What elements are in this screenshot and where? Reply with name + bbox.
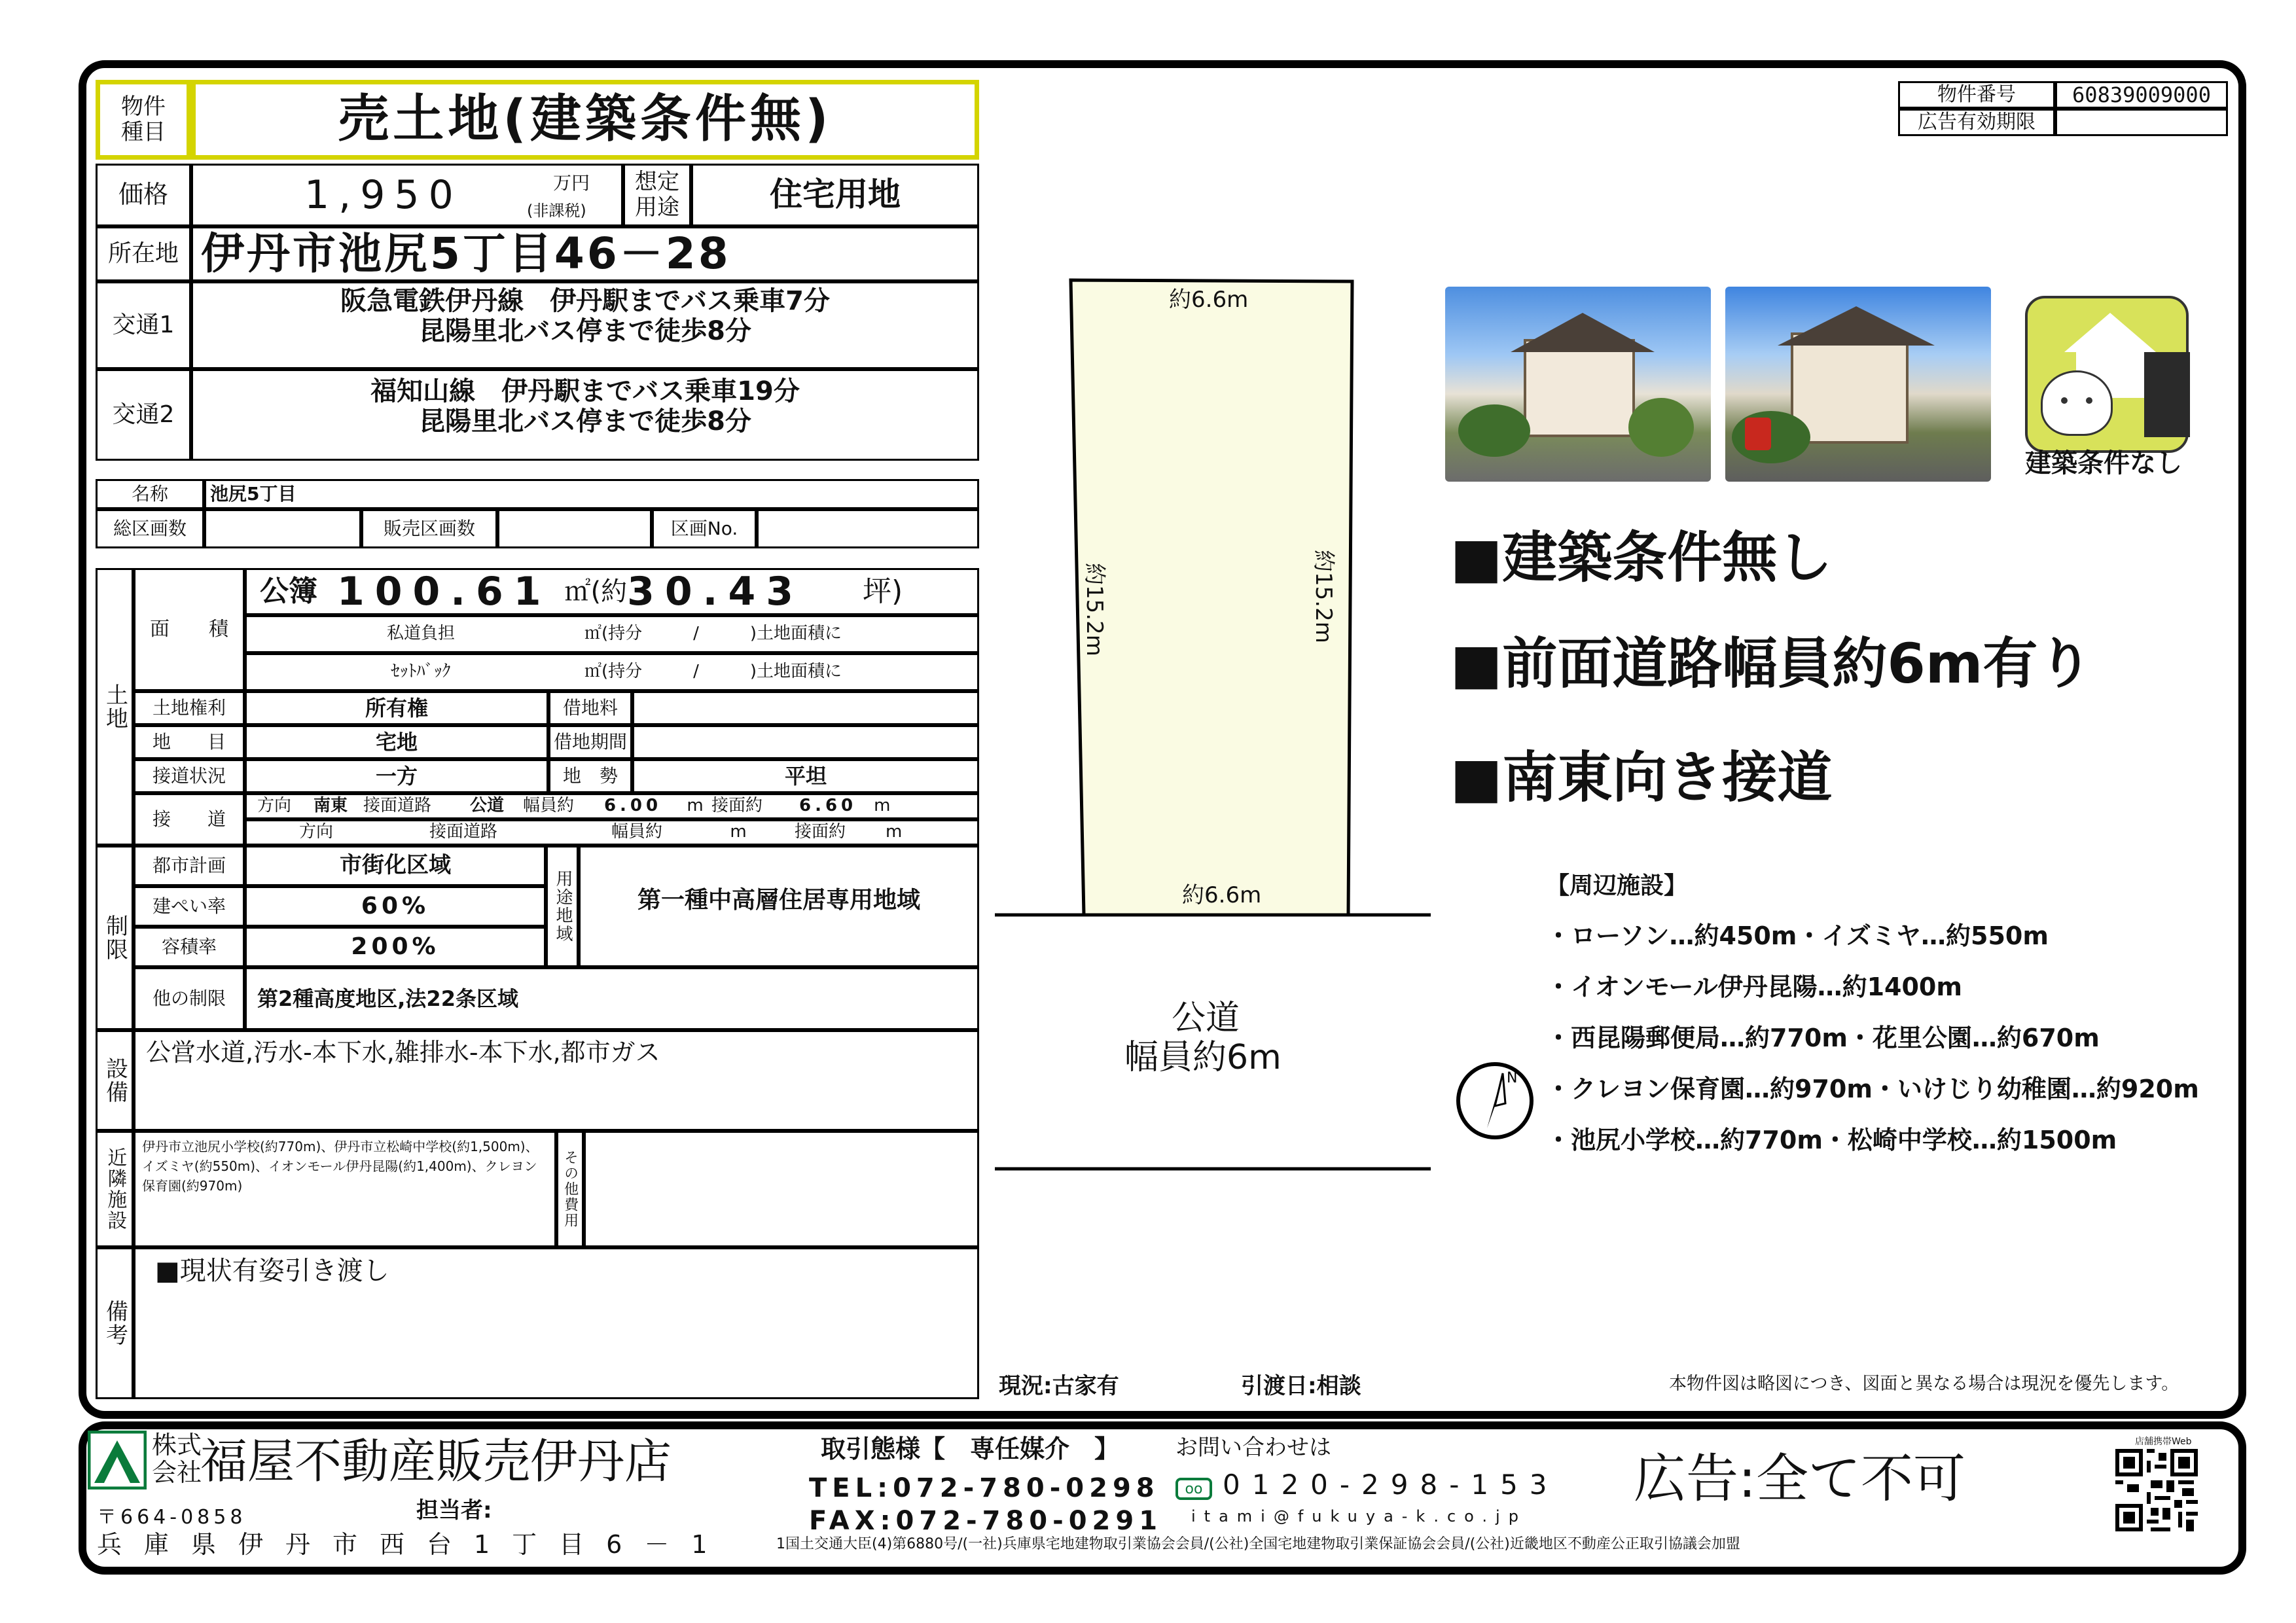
price-unit: 万円	[553, 172, 590, 194]
road2-face-unit: m	[886, 822, 903, 842]
road1-road: 公道	[470, 796, 505, 816]
nearby-value	[134, 1131, 556, 1247]
area-value: 100.61	[337, 568, 552, 615]
surroundings-item-3: ・西昆陽郵便局…約770m・花里公園…約670m	[1546, 1024, 2100, 1052]
fax-number: FAX:072-780-0291	[809, 1506, 1163, 1536]
svg-text:N: N	[1507, 1070, 1518, 1086]
land-right-value	[245, 691, 548, 725]
road2-dir-label: 方向	[298, 822, 333, 842]
use-label	[623, 164, 691, 226]
area-label-text: 面 積	[150, 617, 228, 641]
postal-code: 〒664-0858	[97, 1506, 247, 1529]
other-restrictions-label	[134, 967, 245, 1030]
property-no-label	[1898, 81, 2055, 109]
remarks-value-text: ■現状有姿引き渡し	[155, 1256, 389, 1286]
transport-2-value	[191, 369, 979, 461]
surroundings-item-2: ・イオンモール伊丹昆陽…約1400m	[1546, 972, 1962, 1001]
land-right-label	[134, 691, 245, 725]
far-value-text: 200%	[351, 933, 440, 961]
use-value-text: 住宅用地	[770, 175, 901, 214]
other-cost-label-text: その他費用	[562, 1150, 579, 1228]
road2-face-label: 接面約	[794, 822, 846, 842]
land-right-label-text: 土地権利	[152, 696, 226, 719]
disclaimer: 本物件図は略図につき、図面と異なる場合は現況を優先します。	[1669, 1374, 2179, 1394]
city-plan-value	[245, 846, 546, 886]
road2-road-label: 接面道路	[429, 822, 497, 842]
city-plan-label	[134, 846, 245, 886]
property-no-value-text: 60839009000	[2072, 82, 2211, 107]
coverage-value	[245, 886, 546, 927]
north-compass-icon	[1454, 1060, 1535, 1141]
facilities-label	[96, 1030, 134, 1131]
area-official: 公簿	[260, 574, 317, 608]
type-label-text: 物件種目	[121, 93, 166, 145]
staff-label: 担当者:	[416, 1497, 492, 1524]
land-section-label-text: 土地	[101, 683, 128, 730]
inquiry-label: お問い合わせは	[1175, 1435, 1331, 1461]
lot-no-value	[757, 509, 979, 548]
other-restrictions-label-text: 他の制限	[152, 987, 226, 1009]
ad-valid-label-text: 広告有効期限	[1918, 110, 2036, 134]
land-right-value-text: 所有権	[365, 695, 428, 721]
type-value-text: 売土地(建築条件無)	[338, 90, 833, 149]
coverage-label	[134, 886, 245, 927]
lease-label	[548, 725, 632, 759]
other-restrictions-value-text: 第2種高度地区,法22条区域	[257, 986, 518, 1011]
area-tsubo: 30.43	[627, 568, 804, 615]
coverage-value-text: 60%	[361, 893, 430, 920]
terrain-label-text: 地 勢	[562, 764, 618, 787]
sale-lots-label	[361, 509, 497, 548]
highlight-1: ■建築条件無し	[1450, 526, 1833, 590]
road1-width-unit: m	[687, 796, 704, 816]
property-no-label-text: 物件番号	[1937, 82, 2016, 106]
setback-label: ｾｯﾄﾊﾞｯｸ	[391, 662, 451, 682]
access-label	[134, 759, 245, 793]
sale-lots-value	[497, 509, 652, 548]
private-road-share: ㎡(持分 / )土地面積に	[584, 624, 842, 644]
city-plan-label-text: 都市計画	[152, 854, 226, 876]
qr-label: 店舗携帯Web	[2135, 1436, 2192, 1447]
lot-left-dim: 約15.2m	[1081, 563, 1107, 656]
road1-dir: 南東	[314, 796, 348, 816]
transport-1-line2: 昆陽里北バス停まで徒歩8分	[419, 316, 751, 346]
deal-type: 取引態様【 専任媒介 】	[821, 1435, 1120, 1463]
access-value-text: 一方	[375, 763, 418, 789]
transport-2-line1: 福知山線 伊丹駅までバス乗車19分	[370, 376, 800, 406]
zone-value	[579, 846, 979, 967]
highlight-2: ■前面道路幅員約6m有り	[1450, 632, 2093, 696]
company-prefix: 株式会社	[152, 1431, 202, 1487]
lot-right-dim: 約15.2m	[1310, 550, 1336, 643]
road1-row	[245, 793, 979, 819]
surroundings-item-1: ・ローソン…約450m・イズミヤ…約550m	[1546, 921, 2049, 950]
use-value	[691, 164, 979, 226]
lot-no-label-text: 区画No.	[670, 517, 738, 539]
other-cost-value	[584, 1131, 979, 1247]
setback-cell	[245, 653, 979, 691]
price-label-text: 価格	[118, 180, 168, 209]
cat-mascot-icon	[2041, 370, 2113, 436]
surroundings-title: 【周辺施設】	[1546, 872, 1688, 899]
sale-lots-label-text: 販売区画数	[383, 517, 475, 539]
house-outline-icon	[2064, 313, 2156, 352]
remarks-value	[134, 1247, 979, 1399]
lot-no-label	[652, 509, 757, 548]
road1-width-label: 幅員約	[523, 796, 575, 816]
far-label-text: 容積率	[161, 935, 217, 957]
far-value	[245, 927, 546, 967]
land-category-value	[245, 725, 548, 759]
freedial-number: 0120-298-153	[1223, 1469, 1559, 1501]
price-tax: (非課税)	[527, 202, 586, 220]
road-label	[134, 793, 245, 846]
current-status: 現況:古家有	[999, 1373, 1119, 1399]
total-lots-label	[96, 509, 204, 548]
surroundings-item-4: ・クレヨン保育園…約970m・いけじり幼稚園…約920m	[1546, 1075, 2199, 1103]
land-category-label-text: 地 目	[152, 730, 226, 753]
type-label	[96, 80, 191, 160]
road2-row	[245, 819, 979, 846]
price-value-cell	[191, 164, 623, 226]
zone-label-text: 用途地域	[552, 870, 573, 943]
road1-road-label: 接面道路	[363, 796, 432, 816]
setback-share: ㎡(持分 / )土地面積に	[584, 662, 842, 682]
zone-value-text: 第一種中高層住居専用地域	[637, 887, 920, 914]
other-restrictions-value	[245, 967, 979, 1030]
email-address: itami@fukuya-k.co.jp	[1191, 1507, 1527, 1525]
lot-top-dim: 約6.6m	[1169, 287, 1249, 313]
transport-1-label-text: 交通1	[112, 312, 175, 339]
transport-2-line2: 昆陽里北バス停まで徒歩8分	[419, 406, 751, 437]
ad-valid-value	[2055, 109, 2228, 136]
land-category-label	[134, 725, 245, 759]
road1-face-unit: m	[874, 796, 891, 816]
price-label	[96, 164, 191, 226]
road-label-text: 接 道	[152, 808, 226, 830]
qr-code-icon[interactable]	[2115, 1449, 2198, 1531]
far-label	[134, 927, 245, 967]
facilities-value	[134, 1030, 979, 1131]
subdivision-name-value	[204, 479, 979, 509]
access-label-text: 接道状況	[152, 764, 226, 787]
land-category-value-text: 宅地	[375, 729, 418, 755]
rent-label	[548, 691, 632, 725]
area-label	[134, 568, 245, 691]
type-value	[191, 80, 979, 160]
highlight-3: ■南東向き接道	[1450, 745, 1833, 810]
location-label-text: 所在地	[107, 240, 179, 268]
access-value	[245, 759, 548, 793]
area-unit: ㎡(約	[564, 577, 628, 607]
private-road-label: 私道負担	[386, 624, 455, 644]
facilities-value-text: 公営水道,汚水-本下水,雑排水-本下水,都市ガス	[146, 1038, 660, 1067]
road2-width-label: 幅員約	[611, 822, 662, 842]
tel-number: TEL:072-780-0298	[809, 1473, 1160, 1503]
rent-label-text: 借地料	[562, 696, 618, 719]
nearby-label-text: 近隣施設	[103, 1147, 127, 1231]
subdivision-name-label-text: 名称	[131, 482, 168, 505]
transport-1-value	[191, 281, 979, 369]
road-width-label: 幅員約6m	[1124, 1038, 1282, 1077]
area-tsubo-unit: 坪)	[862, 574, 903, 608]
terrain-label	[548, 759, 632, 793]
license-info: 1国土交通大臣(4)第6880号/(一社)兵庫県宅地建物取引業協会会員/(公社)全国宅地建物取引業保証協会会員/(公社)近畿地区不動産公正取引協議会加盟	[776, 1536, 1740, 1552]
restrictions-section-label	[96, 846, 134, 1030]
facilities-label-text: 設備	[101, 1057, 128, 1104]
restrictions-section-label-text: 制限	[101, 914, 128, 961]
private-road-cell	[245, 615, 979, 653]
coverage-label-text: 建ぺい率	[152, 895, 226, 917]
area-value-cell	[245, 568, 979, 615]
property-no-value	[2055, 81, 2228, 109]
remarks-label	[96, 1247, 134, 1399]
nearby-value-text: 伊丹市立池尻小学校(約770m)、伊丹市立松崎中学校(約1,500m)、イズミヤ(約550m)、イオンモール伊丹昆陽(約1,400m)、クレヨン保育園(約970m)	[142, 1139, 539, 1194]
lease-label-text: 借地期間	[553, 730, 627, 753]
lease-value	[632, 725, 979, 759]
nearby-label	[96, 1131, 134, 1247]
handover-date: 引渡日:相談	[1241, 1373, 1361, 1399]
subdivision-name-text: 池尻5丁目	[210, 482, 296, 505]
city-plan-value-text: 市街化区域	[340, 852, 451, 879]
road1-width: 6.00	[603, 796, 662, 816]
road1-dir-label: 方向	[257, 796, 292, 816]
remarks-label-text: 備考	[101, 1300, 128, 1347]
terrain-value	[632, 759, 979, 793]
badge-label: 建築条件なし	[2025, 448, 2182, 478]
use-label-text: 想定用途	[635, 168, 679, 221]
company-name: 福屋不動産販売伊丹店	[200, 1434, 672, 1489]
no-condition-badge	[2025, 296, 2189, 453]
road-label: 公道	[1172, 999, 1240, 1038]
company-address: 兵庫県伊丹市西台1丁目6－1	[97, 1530, 730, 1559]
transport-2-label-text: 交通2	[112, 401, 175, 429]
ad-restriction: 広告:全て不可	[1634, 1448, 1965, 1509]
company-logo-icon	[88, 1431, 147, 1489]
transport-1-label	[96, 281, 191, 369]
location-value	[191, 226, 979, 281]
lot-bottom-dim: 約6.6m	[1182, 882, 1262, 908]
terrain-value-text: 平坦	[784, 763, 827, 789]
other-cost-label	[556, 1131, 584, 1247]
road1-face-label: 接面約	[711, 796, 763, 816]
price-value: 1,950	[304, 171, 463, 218]
house-photo-1	[1445, 287, 1711, 482]
road1-face: 6.60	[798, 796, 857, 816]
rent-value	[632, 691, 979, 725]
transport-2-label	[96, 369, 191, 461]
surroundings-item-5: ・池尻小学校…約770m・松崎中学校…約1500m	[1546, 1126, 2117, 1154]
transport-1-line1: 阪急電鉄伊丹線 伊丹駅までバス乗車7分	[340, 286, 830, 316]
road2-width-unit: m	[730, 822, 747, 842]
house-photo-2	[1725, 287, 1991, 482]
total-lots-label-text: 総区画数	[113, 517, 187, 539]
freedial-icon: oo	[1175, 1478, 1212, 1500]
location-label	[96, 226, 191, 281]
land-section-label	[96, 568, 134, 846]
location-value-text: 伊丹市池尻5丁目46－28	[201, 228, 731, 279]
subdivision-name-label	[96, 479, 204, 509]
ad-valid-label	[1898, 109, 2055, 136]
total-lots-value	[204, 509, 361, 548]
zone-label	[546, 846, 579, 967]
